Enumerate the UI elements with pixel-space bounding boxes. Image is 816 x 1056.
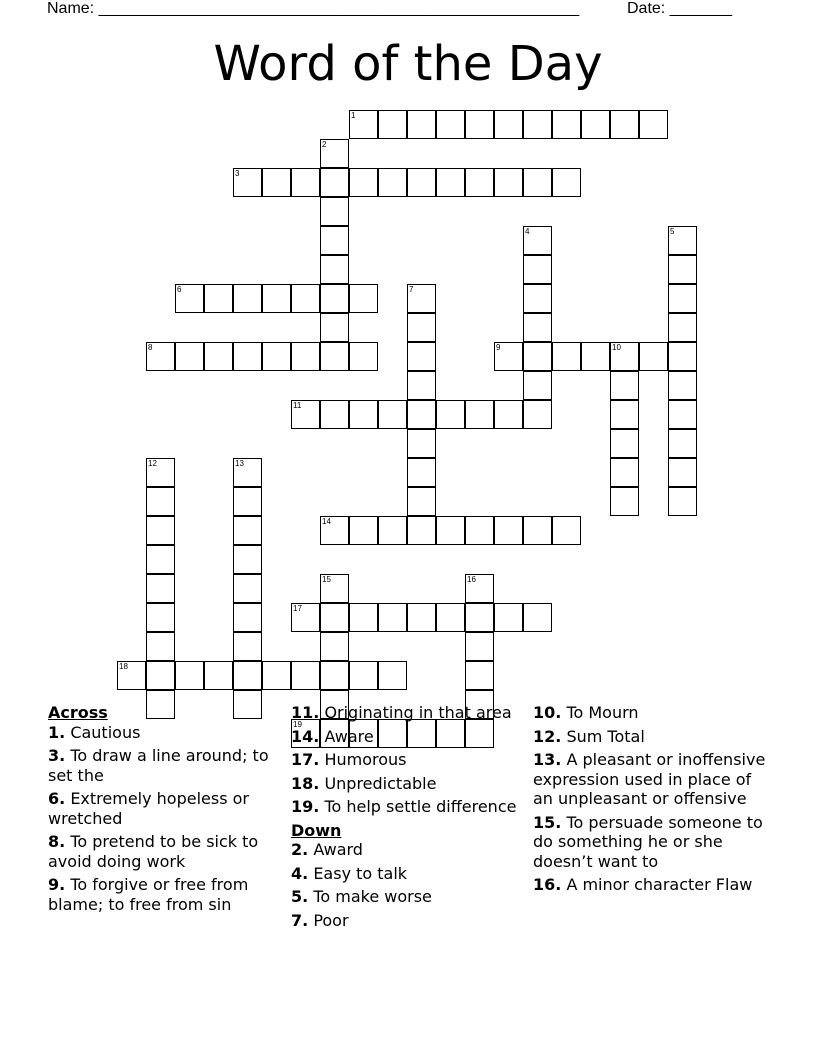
clue-text: Originating in that area: [324, 703, 512, 722]
clue-item: [533, 750, 773, 809]
clue-item: [291, 887, 523, 907]
grid-cell[interactable]: [639, 342, 668, 371]
grid-cell[interactable]: [494, 168, 523, 197]
cell-number: 12: [148, 459, 157, 468]
clue-text: To forgive or free from blame; to free from sin: [48, 875, 249, 914]
clue-number: 2.: [291, 840, 309, 859]
grid-cell[interactable]: [117, 661, 146, 690]
grid-cell[interactable]: [523, 516, 552, 545]
grid-cell[interactable]: [320, 661, 349, 690]
clue-text: Unpredictable: [324, 773, 437, 793]
clue-text: Cautious: [70, 722, 141, 742]
cell-number: 19: [293, 720, 302, 729]
grid-cell[interactable]: [320, 516, 349, 545]
cell-number: 4: [525, 227, 530, 236]
grid-cell[interactable]: [523, 255, 552, 284]
grid-cell[interactable]: [349, 342, 378, 371]
cell-number: 3: [235, 169, 240, 178]
grid-cell[interactable]: [523, 342, 552, 371]
grid-cell[interactable]: [668, 226, 697, 255]
clue-number: 11.: [291, 703, 320, 722]
clue-text: Extremely hopeless or wretched: [48, 789, 250, 828]
header: [0, 0, 816, 20]
grid-cell[interactable]: [494, 110, 523, 139]
clue-text: Poor: [313, 910, 349, 930]
grid-cell[interactable]: [523, 226, 552, 255]
grid-cell[interactable]: [523, 313, 552, 342]
grid-cell[interactable]: [320, 313, 349, 342]
clue-number: 13.: [533, 750, 562, 769]
grid-cell[interactable]: [262, 284, 291, 313]
grid-cell[interactable]: [668, 458, 697, 487]
cell-number: 9: [496, 343, 501, 352]
clue-item: [291, 750, 523, 770]
across-heading: Across: [48, 703, 108, 722]
clue-item: [533, 813, 773, 872]
clue-number: 4.: [291, 863, 309, 883]
grid-cell[interactable]: [494, 603, 523, 632]
grid-cell[interactable]: [320, 168, 349, 197]
grid-cell[interactable]: [146, 574, 175, 603]
cell-number: 17: [293, 604, 302, 613]
page-title: Word of the Day: [213, 36, 603, 92]
grid-cell[interactable]: [610, 429, 639, 458]
grid-cell[interactable]: [378, 603, 407, 632]
grid-cell[interactable]: [465, 661, 494, 690]
grid-cell[interactable]: [494, 342, 523, 371]
clue-item: [48, 875, 280, 914]
grid-cell[interactable]: [320, 139, 349, 168]
grid-cell[interactable]: [407, 487, 436, 516]
clue-item: [291, 864, 523, 884]
clue-number: 16.: [533, 875, 562, 894]
grid-cell[interactable]: [262, 342, 291, 371]
grid-cell[interactable]: [610, 371, 639, 400]
grid-cell[interactable]: [175, 284, 204, 313]
grid-cell[interactable]: [465, 400, 494, 429]
grid-cell[interactable]: [407, 110, 436, 139]
clue-item: [291, 774, 523, 794]
grid-cell[interactable]: [349, 661, 378, 690]
clue-number: 10.: [533, 703, 562, 722]
grid-cell[interactable]: [146, 632, 175, 661]
grid-cell[interactable]: [552, 110, 581, 139]
grid-cell[interactable]: [262, 661, 291, 690]
grid-cell[interactable]: [668, 313, 697, 342]
grid-cell[interactable]: [233, 632, 262, 661]
clue-number: 12.: [533, 726, 562, 746]
grid-cell[interactable]: [610, 487, 639, 516]
clue-number: 7.: [291, 910, 309, 930]
grid-cell[interactable]: [523, 400, 552, 429]
grid-cell[interactable]: [233, 284, 262, 313]
grid-cell[interactable]: [320, 342, 349, 371]
clue-text: To Mourn: [566, 703, 639, 722]
grid-cell[interactable]: [291, 168, 320, 197]
clue-column-1: [48, 703, 280, 918]
grid-cell[interactable]: [668, 342, 697, 371]
clue-item: [291, 797, 523, 817]
clue-item: [48, 832, 280, 871]
cell-number: 2: [322, 140, 327, 149]
grid-cell[interactable]: [523, 168, 552, 197]
clue-item: [533, 727, 773, 747]
grid-cell[interactable]: [233, 661, 262, 690]
clue-item: [291, 703, 523, 723]
grid-cell[interactable]: [175, 342, 204, 371]
clue-text: To make worse: [313, 887, 432, 906]
grid-cell[interactable]: [668, 487, 697, 516]
grid-cell[interactable]: [668, 429, 697, 458]
clue-item: [291, 840, 523, 860]
cell-number: 5: [670, 227, 675, 236]
grid-cell[interactable]: [320, 400, 349, 429]
grid-cell[interactable]: [233, 458, 262, 487]
clue-number: 18.: [291, 773, 320, 793]
clue-column-3: [533, 703, 773, 899]
grid-cell[interactable]: [262, 168, 291, 197]
grid-cell[interactable]: [407, 284, 436, 313]
grid-cell[interactable]: [146, 661, 175, 690]
clue-text: Aware: [324, 726, 374, 746]
cell-number: 15: [322, 575, 331, 584]
grid-cell[interactable]: [407, 603, 436, 632]
grid-cell[interactable]: [523, 371, 552, 400]
grid-cell[interactable]: [610, 458, 639, 487]
grid-cell[interactable]: [349, 168, 378, 197]
grid-cell[interactable]: [436, 168, 465, 197]
down-heading: Down: [291, 820, 342, 840]
clue-item: [48, 723, 280, 743]
cell-number: 14: [322, 517, 331, 526]
grid-cell[interactable]: [581, 110, 610, 139]
grid-cell[interactable]: [668, 255, 697, 284]
grid-cell[interactable]: [610, 342, 639, 371]
clue-number: 19.: [291, 797, 320, 816]
grid-cell[interactable]: [465, 632, 494, 661]
clue-item: [48, 746, 280, 785]
cell-number: 11: [293, 401, 302, 410]
name-field-label[interactable]: Name: ______________________________________________________: [47, 0, 580, 17]
clue-text: To help settle difference: [324, 797, 517, 816]
grid-cell[interactable]: [291, 342, 320, 371]
clue-number: 3.: [48, 746, 66, 765]
grid-cell[interactable]: [378, 400, 407, 429]
clue-number: 9.: [48, 875, 66, 894]
grid-cell[interactable]: [552, 516, 581, 545]
clue-text: To pretend to be sick to avoid doing work: [48, 832, 259, 871]
grid-cell[interactable]: [639, 110, 668, 139]
grid-cell[interactable]: [552, 168, 581, 197]
grid-cell[interactable]: [407, 371, 436, 400]
date-field-label[interactable]: Date: _______: [627, 0, 732, 17]
grid-cell[interactable]: [407, 458, 436, 487]
clue-number: 15.: [533, 812, 562, 832]
clue-item: [48, 789, 280, 828]
grid-cell[interactable]: [407, 429, 436, 458]
grid-cell[interactable]: [349, 400, 378, 429]
grid-cell[interactable]: [407, 342, 436, 371]
clue-text: Humorous: [324, 750, 407, 769]
grid-cell[interactable]: [494, 516, 523, 545]
grid-cell[interactable]: [291, 661, 320, 690]
grid-cell[interactable]: [320, 574, 349, 603]
clue-number: 14.: [291, 726, 320, 746]
clue-number: 17.: [291, 750, 320, 769]
clue-text: To persuade someone to do something he or she doesn’t want to: [533, 812, 763, 871]
cell-number: 6: [177, 285, 182, 294]
grid-cell[interactable]: [378, 661, 407, 690]
grid-cell[interactable]: [291, 603, 320, 632]
grid-cell[interactable]: [146, 545, 175, 574]
grid-cell[interactable]: [436, 110, 465, 139]
grid-cell[interactable]: [668, 400, 697, 429]
grid-cell[interactable]: [436, 400, 465, 429]
clue-text: Sum Total: [566, 726, 645, 746]
grid-cell[interactable]: [349, 516, 378, 545]
grid-cell[interactable]: [552, 342, 581, 371]
grid-cell[interactable]: [523, 110, 552, 139]
grid-cell[interactable]: [378, 168, 407, 197]
grid-cell[interactable]: [146, 516, 175, 545]
grid-cell[interactable]: [233, 603, 262, 632]
grid-cell[interactable]: [233, 487, 262, 516]
cell-number: 7: [409, 285, 414, 294]
grid-cell[interactable]: [233, 516, 262, 545]
grid-cell[interactable]: [349, 603, 378, 632]
cell-number: 8: [148, 343, 153, 352]
clue-item: [291, 911, 523, 931]
grid-cell[interactable]: [668, 284, 697, 313]
grid-cell[interactable]: [146, 458, 175, 487]
grid-cell[interactable]: [465, 574, 494, 603]
grid-cell[interactable]: [465, 110, 494, 139]
grid-cell[interactable]: [378, 516, 407, 545]
grid-cell[interactable]: [668, 371, 697, 400]
cell-number: 16: [467, 575, 476, 584]
grid-cell[interactable]: [233, 574, 262, 603]
grid-cell[interactable]: [146, 487, 175, 516]
grid-cell[interactable]: [523, 284, 552, 313]
clue-number: 6.: [48, 789, 66, 808]
grid-cell[interactable]: [407, 313, 436, 342]
cell-number: 1: [351, 111, 356, 120]
clue-text: A pleasant or inoffensive expression used in place of an unpleasant or offensive: [533, 750, 766, 808]
grid-cell[interactable]: [349, 284, 378, 313]
grid-cell[interactable]: [407, 400, 436, 429]
grid-cell[interactable]: [465, 168, 494, 197]
grid-cell[interactable]: [349, 110, 378, 139]
grid-cell[interactable]: [407, 168, 436, 197]
grid-cell[interactable]: [291, 400, 320, 429]
grid-cell[interactable]: [610, 400, 639, 429]
grid-cell[interactable]: [320, 632, 349, 661]
grid-cell[interactable]: [233, 545, 262, 574]
cell-number: 13: [235, 459, 244, 468]
grid-cell[interactable]: [436, 516, 465, 545]
grid-cell[interactable]: [320, 284, 349, 313]
grid-cell[interactable]: [523, 603, 552, 632]
grid-cell[interactable]: [175, 661, 204, 690]
clue-number: 5.: [291, 887, 309, 906]
grid-cell[interactable]: [378, 110, 407, 139]
grid-cell[interactable]: [465, 516, 494, 545]
clue-text: Award: [313, 840, 363, 859]
cell-number: 10: [612, 343, 621, 352]
clue-number: 1.: [48, 722, 66, 742]
grid-cell[interactable]: [320, 197, 349, 226]
grid-cell[interactable]: [320, 226, 349, 255]
grid-cell[interactable]: [146, 342, 175, 371]
clue-text: To draw a line around; to set the: [48, 746, 269, 785]
grid-cell[interactable]: [204, 342, 233, 371]
clue-item: [533, 875, 773, 895]
clue-item: [291, 727, 523, 747]
grid-cell[interactable]: [610, 110, 639, 139]
grid-cell[interactable]: [204, 661, 233, 690]
grid-cell[interactable]: [581, 342, 610, 371]
grid-cell[interactable]: [320, 603, 349, 632]
grid-cell[interactable]: [233, 168, 262, 197]
cell-number: 18: [119, 662, 128, 671]
grid-cell[interactable]: [233, 342, 262, 371]
grid-cell[interactable]: [291, 284, 320, 313]
grid-cell[interactable]: [204, 284, 233, 313]
clue-number: 8.: [48, 832, 66, 851]
grid-cell[interactable]: [146, 603, 175, 632]
grid-cell[interactable]: [407, 516, 436, 545]
clue-text: Easy to talk: [313, 863, 408, 883]
grid-cell[interactable]: [320, 255, 349, 284]
clue-column-2: [291, 703, 523, 934]
grid-cell[interactable]: [494, 400, 523, 429]
grid-cell[interactable]: [436, 603, 465, 632]
grid-cell[interactable]: [465, 603, 494, 632]
clue-text: A minor character Flaw: [566, 875, 753, 894]
clue-item: [533, 703, 773, 723]
